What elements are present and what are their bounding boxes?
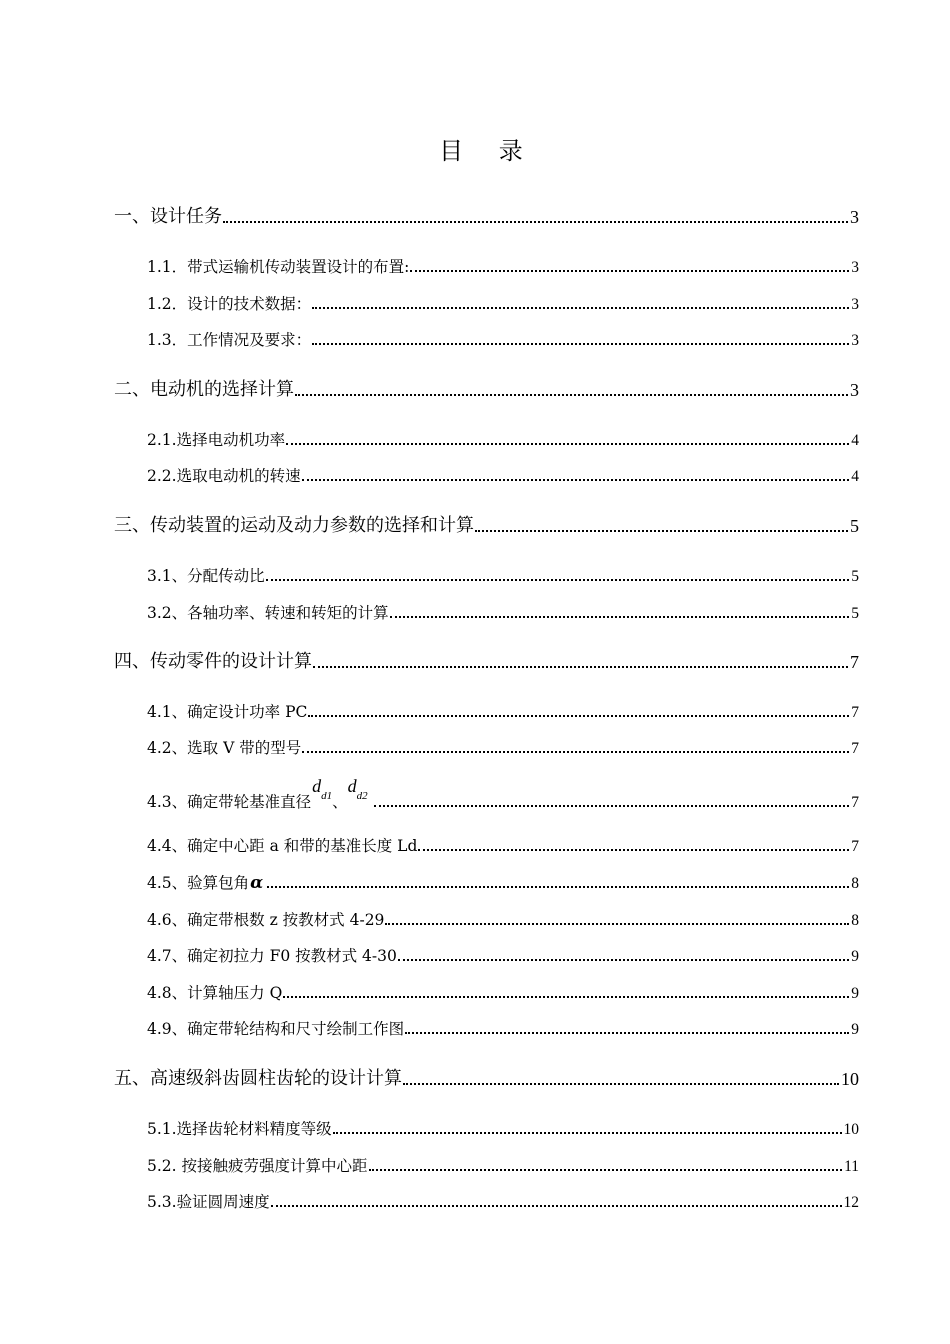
toc-page-number: 10 (841, 1069, 859, 1089)
toc-entry-4-8[interactable] (147, 979, 859, 1003)
toc-leader-dots (369, 1169, 843, 1171)
toc-page-number: 9 (851, 985, 859, 1002)
toc-page-number: 11 (844, 1158, 859, 1175)
toc-label: 4.9、确定带轮结构和尺寸绘制工作图 (147, 1020, 405, 1038)
toc-leader-dots (223, 221, 848, 223)
toc-leader-dots (312, 307, 849, 309)
toc-entry-4-1[interactable] (147, 698, 859, 722)
toc-leader-dots (312, 343, 849, 345)
toc-leader-dots (403, 1083, 839, 1085)
toc-page-number: 3 (851, 332, 859, 349)
toc-entry-3-2[interactable] (147, 599, 859, 623)
formula-d-d1 (312, 776, 332, 800)
toc-page-number: 5 (850, 516, 859, 536)
toc-entry-1-3[interactable] (147, 326, 859, 350)
toc-label: 1.3．工作情况及要求： (147, 331, 312, 349)
toc-leader-dots (267, 886, 849, 888)
toc-entry-3[interactable] (114, 511, 859, 537)
toc-leader-dots (390, 616, 850, 618)
toc-page-number: 4 (851, 432, 859, 449)
toc-label: 4.7、确定初拉力 F0 按教材式 4-30 (147, 947, 397, 965)
toc-label: 1.2．设计的技术数据： (147, 295, 312, 313)
formula-subscript: d1 (321, 790, 333, 802)
toc-label: 3.2、各轴功率、转速和转矩的计算 (147, 604, 389, 622)
toc-leader-dots (313, 666, 848, 668)
toc-label: 4.1、确定设计功率 PC (147, 703, 308, 721)
toc-page-number: 8 (851, 875, 859, 892)
toc-entry-2-2[interactable] (147, 462, 859, 486)
toc-label: 一、设计任务 (114, 206, 222, 227)
toc-page-number: 7 (851, 704, 859, 721)
toc-page-number: 3 (850, 207, 859, 227)
toc-entry-5-3[interactable] (147, 1188, 859, 1212)
toc-leader-dots (475, 530, 848, 532)
toc-entry-4-5[interactable] (147, 869, 859, 893)
toc-page-number: 8 (851, 912, 859, 929)
toc-leader-dots (418, 849, 849, 851)
toc-leader-dots (302, 751, 849, 753)
formula-symbol: d (347, 776, 357, 797)
toc-page-number: 7 (850, 652, 859, 672)
toc-entry-2[interactable] (114, 375, 859, 401)
toc-leader-dots (266, 579, 850, 581)
toc-label: 5.1.选择齿轮材料精度等级 (147, 1120, 332, 1138)
toc-leader-dots (385, 923, 849, 925)
toc-label: 4.3、确定带轮基准直径 (147, 793, 312, 811)
toc-entry-1-2[interactable] (147, 290, 859, 314)
formula-d-d2 (348, 776, 368, 800)
toc-label: 5.2. 按接触疲劳强度计算中心距 (147, 1157, 368, 1175)
toc-entry-4-7[interactable] (147, 942, 859, 966)
toc-leader-dots (308, 715, 849, 717)
toc-label: 2.2.选取电动机的转速 (147, 467, 301, 485)
toc-page-number: 7 (851, 838, 859, 855)
toc-page-number: 7 (851, 794, 859, 811)
toc-leader-dots (286, 443, 849, 445)
toc-entry-1-1[interactable] (147, 253, 859, 277)
toc-leader-dots (302, 479, 850, 481)
toc-entry-4-4[interactable] (147, 832, 859, 856)
toc-page-number: 12 (843, 1194, 859, 1211)
toc-page-number: 3 (850, 380, 859, 400)
toc-leader-dots (295, 394, 848, 396)
toc-entry-4[interactable] (114, 647, 859, 673)
toc-leader-dots (333, 1132, 842, 1134)
toc-page-number: 9 (851, 1021, 859, 1038)
toc-entry-4-6[interactable] (147, 906, 859, 930)
toc-leader-dots (283, 996, 849, 998)
toc-label: 5.3.验证圆周速度 (147, 1193, 270, 1211)
toc-label: 2.1.选择电动机功率 (147, 431, 286, 449)
formula-separator: 、 (332, 793, 348, 811)
toc-entry-1[interactable] (114, 202, 859, 228)
toc-leader-dots (405, 1032, 849, 1034)
toc-leader-dots (374, 805, 850, 807)
toc-page-number: 3 (851, 259, 859, 276)
toc-entry-3-1[interactable] (147, 562, 859, 586)
toc-entry-5-1[interactable] (147, 1115, 859, 1139)
toc-label: 3.1、分配传动比 (147, 567, 265, 585)
toc-entry-4-9[interactable] (147, 1015, 859, 1039)
toc-leader-dots (410, 270, 849, 272)
toc-label: 1.1．带式运输机传动装置设计的布置: (147, 258, 410, 276)
toc-leader-dots (271, 1205, 842, 1207)
toc-label: 五、高速级斜齿圆柱齿轮的设计计算 (114, 1068, 402, 1089)
toc-entry-5[interactable] (114, 1064, 859, 1090)
page-title: 目 录 (439, 137, 537, 165)
toc-leader-dots (398, 959, 849, 961)
toc-entry-4-2[interactable] (147, 734, 859, 758)
toc-label: 4.2、选取 V 带的型号 (147, 739, 302, 757)
toc-entry-2-1[interactable] (147, 426, 859, 450)
toc-entry-5-2[interactable] (147, 1152, 859, 1176)
toc-page-number: 3 (851, 296, 859, 313)
formula-symbol: d (312, 776, 322, 797)
toc-label: 4.8、计算轴压力 Q (147, 984, 283, 1002)
formula-subscript: d2 (356, 790, 368, 802)
toc-entry-4-3[interactable] (147, 776, 859, 812)
toc-page-number: 9 (851, 948, 859, 965)
toc-page-number: 5 (851, 568, 859, 585)
toc-page-number: 10 (843, 1121, 859, 1138)
toc-label: 4.4、确定中心距 a 和带的基准长度 Ld (147, 837, 418, 855)
alpha-symbol: α (250, 873, 264, 893)
toc-label: 4.6、确定带根数 z 按教材式 4-29 (147, 911, 385, 929)
toc-page-number: 7 (851, 740, 859, 757)
toc-label: 三、传动装置的运动及动力参数的选择和计算 (114, 515, 474, 536)
toc-label: 4.5、验算包角 (147, 874, 250, 892)
toc-label: 四、传动零件的设计计算 (114, 651, 312, 672)
toc-page-number: 5 (851, 605, 859, 622)
toc-label: 二、电动机的选择计算 (114, 379, 294, 400)
toc-page-number: 4 (851, 468, 859, 485)
